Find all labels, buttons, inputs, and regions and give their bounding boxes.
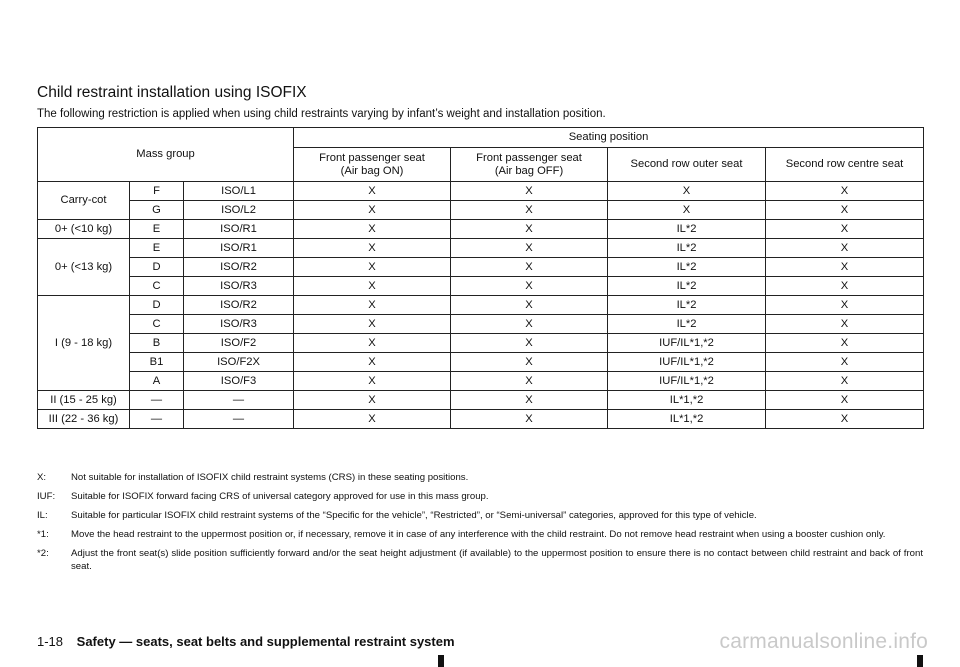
size-class-cell: E [130, 220, 184, 239]
page-number: 1-18 [37, 634, 64, 649]
table-row [38, 296, 924, 315]
seat-value-cell: X [451, 220, 608, 239]
note-text: Not suitable for installation of ISOFIX child restraint systems (CRS) in these seating positions. [71, 472, 469, 483]
seat-value-cell: X [766, 239, 924, 258]
mass-group-cell: I (9 - 18 kg) [38, 296, 130, 391]
seat-value-cell: IUF/IL*1,*2 [608, 334, 766, 353]
note-text: Adjust the front seat(s) slide position sufficiently forward and/or the seat height adjustment (if available) to the uppermost position to ensure there is no contact between child restraint and back of front seat. [71, 548, 923, 572]
chapter-title: Safety — seats, seat belts and supplemental restraint system [76, 634, 455, 649]
seat-value-cell: X [451, 315, 608, 334]
seat-value-cell: X [294, 315, 451, 334]
seat-value-cell: X [766, 372, 924, 391]
seat-value-cell: X [766, 410, 924, 429]
iso-class-cell: ISO/R2 [184, 296, 294, 315]
seat-value-cell: IL*2 [608, 258, 766, 277]
size-class-cell: D [130, 296, 184, 315]
column-header: Second row centre seat [766, 148, 924, 182]
note-item [37, 491, 923, 504]
seat-value-cell: IUF/IL*1,*2 [608, 353, 766, 372]
iso-class-cell: ISO/F3 [184, 372, 294, 391]
table-body [38, 182, 924, 429]
size-class-cell: — [130, 391, 184, 410]
table-row [38, 372, 924, 391]
isofix-table [37, 127, 924, 429]
iso-class-cell: — [184, 391, 294, 410]
note-key: *1: [37, 529, 49, 540]
mass-group-cell: 0+ (<13 kg) [38, 239, 130, 296]
seat-value-cell: IL*2 [608, 239, 766, 258]
size-class-cell: — [130, 410, 184, 429]
note-item [37, 510, 923, 523]
column-header: Second row outer seat [608, 148, 766, 182]
seat-value-cell: X [766, 315, 924, 334]
table-row [38, 353, 924, 372]
table-row [38, 391, 924, 410]
iso-class-cell: ISO/R1 [184, 239, 294, 258]
table-row [38, 182, 924, 201]
table-row [38, 410, 924, 429]
crop-mark [917, 655, 923, 667]
watermark: carmanualsonline.info [719, 630, 928, 653]
seat-value-cell: X [766, 334, 924, 353]
seat-value-cell: X [294, 353, 451, 372]
seat-value-cell: X [451, 353, 608, 372]
crop-mark [438, 655, 444, 667]
seat-value-cell: X [766, 296, 924, 315]
seat-value-cell: X [766, 391, 924, 410]
seat-value-cell: X [451, 334, 608, 353]
seating-position-header: Seating position [294, 128, 924, 148]
seat-value-cell: IL*1,*2 [608, 391, 766, 410]
seat-value-cell: X [766, 201, 924, 220]
note-key: *2: [37, 548, 49, 559]
seat-value-cell: X [294, 182, 451, 201]
table-row [38, 220, 924, 239]
iso-class-cell: ISO/F2X [184, 353, 294, 372]
note-key: IUF: [37, 491, 56, 502]
iso-class-cell: ISO/R1 [184, 220, 294, 239]
section-title: Child restraint installation using ISOFIX [37, 84, 307, 101]
page-footer [37, 634, 455, 649]
seat-value-cell: X [294, 277, 451, 296]
iso-class-cell: ISO/L1 [184, 182, 294, 201]
size-class-cell: G [130, 201, 184, 220]
note-text: Suitable for ISOFIX forward facing CRS of universal category approved for use in this mass group. [71, 491, 489, 502]
size-class-cell: B [130, 334, 184, 353]
seat-value-cell: X [294, 201, 451, 220]
iso-class-cell: ISO/F2 [184, 334, 294, 353]
seat-value-cell: IL*2 [608, 277, 766, 296]
note-key: IL: [37, 510, 48, 521]
seat-value-cell: X [451, 258, 608, 277]
intro-text: The following restriction is applied when using child restraints varying by infant’s weight and installation position. [37, 108, 606, 120]
seat-value-cell: X [294, 391, 451, 410]
seat-value-cell: X [608, 182, 766, 201]
table-row [38, 239, 924, 258]
seat-value-cell: X [294, 258, 451, 277]
note-item [37, 472, 923, 485]
seat-value-cell: X [451, 182, 608, 201]
table-row [38, 258, 924, 277]
seat-value-cell: X [294, 296, 451, 315]
seat-value-cell: X [766, 220, 924, 239]
note-key: X: [37, 472, 47, 483]
seat-value-cell: IUF/IL*1,*2 [608, 372, 766, 391]
mass-group-header: Mass group [38, 128, 294, 182]
seat-value-cell: X [451, 277, 608, 296]
size-class-cell: C [130, 277, 184, 296]
size-class-cell: C [130, 315, 184, 334]
mass-group-cell: II (15 - 25 kg) [38, 391, 130, 410]
notes-list [37, 472, 923, 580]
seat-value-cell: X [451, 296, 608, 315]
seat-value-cell: X [608, 201, 766, 220]
seat-value-cell: X [294, 372, 451, 391]
table-row [38, 277, 924, 296]
note-item [37, 548, 923, 573]
mass-group-cell: 0+ (<10 kg) [38, 220, 130, 239]
seat-value-cell: IL*2 [608, 315, 766, 334]
note-item [37, 529, 923, 542]
iso-class-cell: ISO/R3 [184, 315, 294, 334]
seat-value-cell: X [766, 353, 924, 372]
mass-group-cell: Carry-cot [38, 182, 130, 220]
seat-value-cell: X [294, 410, 451, 429]
seat-value-cell: IL*2 [608, 220, 766, 239]
seat-value-cell: X [451, 201, 608, 220]
iso-class-cell: ISO/R3 [184, 277, 294, 296]
size-class-cell: D [130, 258, 184, 277]
seat-value-cell: X [766, 258, 924, 277]
size-class-cell: A [130, 372, 184, 391]
mass-group-cell: III (22 - 36 kg) [38, 410, 130, 429]
seat-value-cell: X [451, 391, 608, 410]
seat-value-cell: X [451, 410, 608, 429]
size-class-cell: B1 [130, 353, 184, 372]
seat-value-cell: X [766, 277, 924, 296]
note-text: Suitable for particular ISOFIX child restraint systems of the “Specific for the vehicle”, “Restricted”, or “Semi-universal” categories, approved for this type of vehicle. [71, 510, 757, 521]
seat-value-cell: X [294, 239, 451, 258]
column-header: Front passenger seat (Air bag OFF) [451, 148, 608, 182]
column-header: Front passenger seat (Air bag ON) [294, 148, 451, 182]
table-row [38, 315, 924, 334]
size-class-cell: F [130, 182, 184, 201]
iso-class-cell: ISO/R2 [184, 258, 294, 277]
note-text: Move the head restraint to the uppermost position or, if necessary, remove it in case of any interference with the child restraint. Do not remove head restraint when using a booster cushion only. [71, 529, 886, 540]
seat-value-cell: X [451, 239, 608, 258]
seat-value-cell: X [451, 372, 608, 391]
seat-value-cell: IL*2 [608, 296, 766, 315]
seat-value-cell: IL*1,*2 [608, 410, 766, 429]
size-class-cell: E [130, 239, 184, 258]
seat-value-cell: X [294, 220, 451, 239]
table-row [38, 201, 924, 220]
seat-value-cell: X [294, 334, 451, 353]
iso-class-cell: — [184, 410, 294, 429]
seat-value-cell: X [766, 182, 924, 201]
table-row [38, 334, 924, 353]
iso-class-cell: ISO/L2 [184, 201, 294, 220]
